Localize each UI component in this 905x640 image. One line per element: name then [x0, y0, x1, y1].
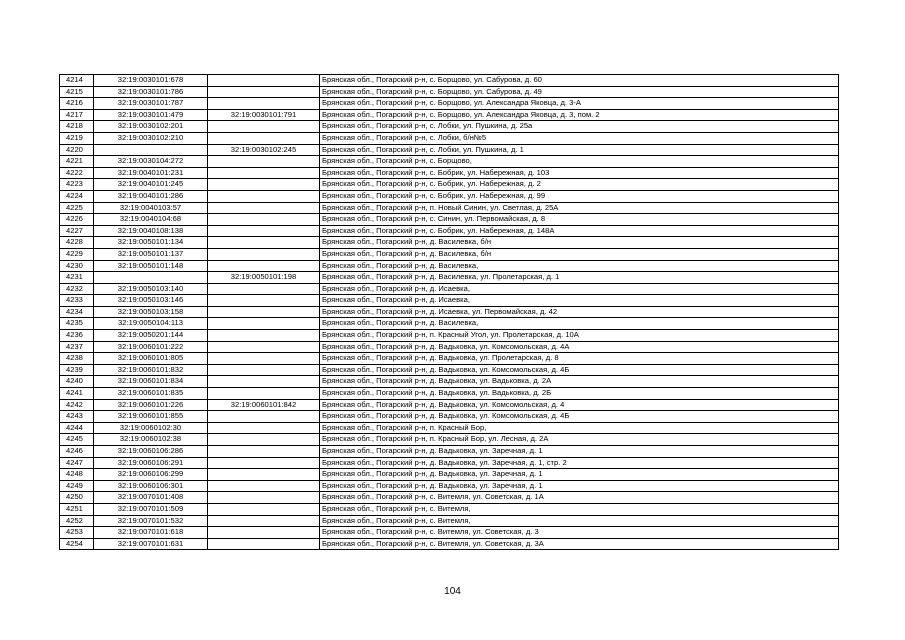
table-row — [60, 156, 839, 168]
address-cell: Брянская обл., Погарский р-н, с. Витемля, ул. Советская, д. 3 — [320, 527, 839, 539]
cadastral-number-cell: 32:19:0030101:678 — [94, 75, 208, 87]
table-row — [60, 121, 839, 133]
related-cadastral-number-cell — [208, 469, 320, 481]
related-cadastral-number-cell — [208, 457, 320, 469]
related-cadastral-number-cell — [208, 306, 320, 318]
address-cell: Брянская обл., Погарский р-н, с. Борщово, ул. Сабурова, д. 49 — [320, 86, 839, 98]
related-cadastral-number-cell — [208, 260, 320, 272]
cadastral-number-cell: 32:19:0040103:57 — [94, 202, 208, 214]
address-cell: Брянская обл., Погарский р-н, с. Бобрик, ул. Набережная, д. 148А — [320, 225, 839, 237]
related-cadastral-number-cell — [208, 480, 320, 492]
table-row — [60, 411, 839, 423]
row-number-cell: 4250 — [60, 492, 94, 504]
table-row — [60, 492, 839, 504]
related-cadastral-number-cell — [208, 167, 320, 179]
table-row — [60, 98, 839, 110]
cadastral-number-cell: 32:19:0050104:113 — [94, 318, 208, 330]
row-number-cell: 4229 — [60, 248, 94, 260]
table-row — [60, 237, 839, 249]
table-row — [60, 434, 839, 446]
related-cadastral-number-cell — [208, 376, 320, 388]
row-number-cell: 4240 — [60, 376, 94, 388]
related-cadastral-number-cell — [208, 364, 320, 376]
cadastral-number-cell: 32:19:0030104:272 — [94, 156, 208, 168]
row-number-cell: 4244 — [60, 422, 94, 434]
cadastral-number-cell: 32:19:0040101:231 — [94, 167, 208, 179]
related-cadastral-number-cell — [208, 411, 320, 423]
row-number-cell: 4249 — [60, 480, 94, 492]
cadastral-number-cell: 32:19:0060101:222 — [94, 341, 208, 353]
row-number-cell: 4251 — [60, 503, 94, 515]
related-cadastral-number-cell — [208, 341, 320, 353]
address-cell: Брянская обл., Погарский р-н, с. Лобки, б/н№5 — [320, 132, 839, 144]
table-row — [60, 330, 839, 342]
cadastral-number-cell: 32:19:0070101:618 — [94, 527, 208, 539]
address-cell: Брянская обл., Погарский р-н, с. Бобрик, ул. Набережная, д. 99 — [320, 190, 839, 202]
table-row — [60, 457, 839, 469]
row-number-cell: 4233 — [60, 295, 94, 307]
address-cell: Брянская обл., Погарский р-н, д. Василевка, ул. Пролетарская, д. 1 — [320, 272, 839, 284]
cadastral-number-cell: 32:19:0040104:68 — [94, 214, 208, 226]
cadastral-number-cell: 32:19:0060101:835 — [94, 388, 208, 400]
address-cell: Брянская обл., Погарский р-н, с. Борщово, ул. Александра Яковца, д. 3, пом. 2 — [320, 109, 839, 121]
table-row — [60, 538, 839, 550]
cadastral-number-cell: 32:19:0050101:148 — [94, 260, 208, 272]
row-number-cell: 4248 — [60, 469, 94, 481]
row-number-cell: 4254 — [60, 538, 94, 550]
cadastral-number-cell: 32:19:0040101:245 — [94, 179, 208, 191]
related-cadastral-number-cell — [208, 248, 320, 260]
cadastral-number-cell: 32:19:0050101:137 — [94, 248, 208, 260]
row-number-cell: 4222 — [60, 167, 94, 179]
address-cell: Брянская обл., Погарский р-н, п. Красный Бор, — [320, 422, 839, 434]
table-row — [60, 422, 839, 434]
address-cell: Брянская обл., Погарский р-н, д. Вадьковка, ул. Пролетарская, д. 8 — [320, 353, 839, 365]
related-cadastral-number-cell — [208, 156, 320, 168]
cadastral-number-cell: 32:19:0060101:226 — [94, 399, 208, 411]
address-cell: Брянская обл., Погарский р-н, д. Василевка, б/н — [320, 237, 839, 249]
table-row — [60, 446, 839, 458]
row-number-cell: 4218 — [60, 121, 94, 133]
cadastral-number-cell: 32:19:0050103:158 — [94, 306, 208, 318]
address-cell: Брянская обл., Погарский р-н, с. Борщово, ул. Александра Яковца, д. 3-А — [320, 98, 839, 110]
row-number-cell: 4253 — [60, 527, 94, 539]
table-row — [60, 515, 839, 527]
address-cell: Брянская обл., Погарский р-н, п. Красный Угол, ул. Пролетарская, д. 10А — [320, 330, 839, 342]
related-cadastral-number-cell — [208, 330, 320, 342]
row-number-cell: 4215 — [60, 86, 94, 98]
cadastral-number-cell: 32:19:0030101:479 — [94, 109, 208, 121]
cadastral-number-cell: 32:19:0050103:146 — [94, 295, 208, 307]
row-number-cell: 4227 — [60, 225, 94, 237]
cadastral-number-cell: 32:19:0030102:201 — [94, 121, 208, 133]
cadastral-number-cell: 32:19:0060106:291 — [94, 457, 208, 469]
row-number-cell: 4225 — [60, 202, 94, 214]
table-row — [60, 132, 839, 144]
cadastral-number-cell: 32:19:0050103:140 — [94, 283, 208, 295]
property-table — [59, 74, 839, 550]
row-number-cell: 4252 — [60, 515, 94, 527]
address-cell: Брянская обл., Погарский р-н, д. Василевка, б/н — [320, 248, 839, 260]
cadastral-number-cell: 32:19:0030102:210 — [94, 132, 208, 144]
related-cadastral-number-cell — [208, 353, 320, 365]
cadastral-number-cell — [94, 272, 208, 284]
table-row — [60, 179, 839, 191]
related-cadastral-number-cell — [208, 237, 320, 249]
address-cell: Брянская обл., Погарский р-н, д. Василевка, — [320, 260, 839, 272]
table-row — [60, 167, 839, 179]
cadastral-number-cell: 32:19:0060106:286 — [94, 446, 208, 458]
address-cell: Брянская обл., Погарский р-н, д. Вадьковка, ул. Заречная, д. 1 — [320, 446, 839, 458]
related-cadastral-number-cell — [208, 75, 320, 87]
address-cell: Брянская обл., Погарский р-н, д. Вадьковка, ул. Вадьковка, д. 2А — [320, 376, 839, 388]
table-row — [60, 480, 839, 492]
cadastral-number-cell: 32:19:0030101:787 — [94, 98, 208, 110]
table-row — [60, 248, 839, 260]
cadastral-number-cell: 32:19:0060101:832 — [94, 364, 208, 376]
table-row — [60, 75, 839, 87]
table-row — [60, 214, 839, 226]
related-cadastral-number-cell: 32:19:0060101:842 — [208, 399, 320, 411]
address-cell: Брянская обл., Погарский р-н, д. Вадьковка, ул. Комсомольская, д. 4Б — [320, 364, 839, 376]
related-cadastral-number-cell — [208, 492, 320, 504]
row-number-cell: 4246 — [60, 446, 94, 458]
address-cell: Брянская обл., Погарский р-н, д. Василевка, — [320, 318, 839, 330]
row-number-cell: 4231 — [60, 272, 94, 284]
address-cell: Брянская обл., Погарский р-н, д. Вадьковка, ул. Вадьковка, д. 2Б — [320, 388, 839, 400]
cadastral-number-cell: 32:19:0060101:834 — [94, 376, 208, 388]
row-number-cell: 4226 — [60, 214, 94, 226]
row-number-cell: 4220 — [60, 144, 94, 156]
address-cell: Брянская обл., Погарский р-н, д. Вадьковка, ул. Заречная, д. 1, стр. 2 — [320, 457, 839, 469]
row-number-cell: 4223 — [60, 179, 94, 191]
row-number-cell: 4221 — [60, 156, 94, 168]
address-cell: Брянская обл., Погарский р-н, с. Лобки, ул. Пушкина, д. 1 — [320, 144, 839, 156]
page-number: 104 — [444, 586, 461, 597]
related-cadastral-number-cell — [208, 388, 320, 400]
related-cadastral-number-cell — [208, 503, 320, 515]
address-cell: Брянская обл., Погарский р-н, д. Исаевка, ул. Первомайская, д. 42 — [320, 306, 839, 318]
related-cadastral-number-cell — [208, 446, 320, 458]
row-number-cell: 4232 — [60, 283, 94, 295]
row-number-cell: 4247 — [60, 457, 94, 469]
row-number-cell: 4214 — [60, 75, 94, 87]
row-number-cell: 4242 — [60, 399, 94, 411]
related-cadastral-number-cell — [208, 98, 320, 110]
table-row — [60, 190, 839, 202]
address-cell: Брянская обл., Погарский р-н, с. Витемля, ул. Советская, д. 1А — [320, 492, 839, 504]
related-cadastral-number-cell — [208, 190, 320, 202]
cadastral-number-cell: 32:19:0070101:532 — [94, 515, 208, 527]
related-cadastral-number-cell — [208, 434, 320, 446]
table-row — [60, 306, 839, 318]
row-number-cell: 4241 — [60, 388, 94, 400]
address-cell: Брянская обл., Погарский р-н, с. Синин, ул. Первомайская, д. 8 — [320, 214, 839, 226]
table-row — [60, 527, 839, 539]
table-row — [60, 283, 839, 295]
address-cell: Брянская обл., Погарский р-н, с. Борщово, — [320, 156, 839, 168]
row-number-cell: 4235 — [60, 318, 94, 330]
related-cadastral-number-cell — [208, 86, 320, 98]
related-cadastral-number-cell — [208, 538, 320, 550]
related-cadastral-number-cell — [208, 121, 320, 133]
cadastral-number-cell: 32:19:0060101:805 — [94, 353, 208, 365]
row-number-cell: 4245 — [60, 434, 94, 446]
address-cell: Брянская обл., Погарский р-н, с. Бобрик, ул. Набережная, д. 2 — [320, 179, 839, 191]
table-row — [60, 388, 839, 400]
cadastral-number-cell: 32:19:0070101:509 — [94, 503, 208, 515]
related-cadastral-number-cell — [208, 422, 320, 434]
cadastral-number-cell: 32:19:0040108:138 — [94, 225, 208, 237]
row-number-cell: 4237 — [60, 341, 94, 353]
address-cell: Брянская обл., Погарский р-н, п. Новый Синин, ул. Светлая, д. 25А — [320, 202, 839, 214]
address-cell: Брянская обл., Погарский р-н, д. Вадьковка, ул. Заречная, д. 1 — [320, 480, 839, 492]
row-number-cell: 4234 — [60, 306, 94, 318]
address-cell: Брянская обл., Погарский р-н, с. Борщово, ул. Сабурова, д. 60 — [320, 75, 839, 87]
table-row — [60, 86, 839, 98]
cadastral-number-cell: 32:19:0060102:30 — [94, 422, 208, 434]
table-row — [60, 295, 839, 307]
table-row — [60, 318, 839, 330]
cadastral-number-cell: 32:19:0060106:301 — [94, 480, 208, 492]
row-number-cell: 4217 — [60, 109, 94, 121]
address-cell: Брянская обл., Погарский р-н, д. Вадьковка, ул. Комсомольская, д. 4 — [320, 399, 839, 411]
row-number-cell: 4236 — [60, 330, 94, 342]
address-cell: Брянская обл., Погарский р-н, д. Вадьковка, ул. Комсомольская, д. 4А — [320, 341, 839, 353]
row-number-cell: 4219 — [60, 132, 94, 144]
table-row — [60, 469, 839, 481]
address-cell: Брянская обл., Погарский р-н, д. Исаевка, — [320, 283, 839, 295]
cadastral-number-cell: 32:19:0030101:786 — [94, 86, 208, 98]
related-cadastral-number-cell — [208, 214, 320, 226]
table-row — [60, 364, 839, 376]
cadastral-number-cell: 32:19:0050201:144 — [94, 330, 208, 342]
cadastral-number-cell: 32:19:0060102:38 — [94, 434, 208, 446]
table-row — [60, 260, 839, 272]
related-cadastral-number-cell: 32:19:0030101:791 — [208, 109, 320, 121]
cadastral-number-cell: 32:19:0070101:408 — [94, 492, 208, 504]
table-row — [60, 144, 839, 156]
related-cadastral-number-cell — [208, 225, 320, 237]
address-cell: Брянская обл., Погарский р-н, п. Красный Бор, ул. Лесная, д. 2А — [320, 434, 839, 446]
property-table-body — [60, 75, 839, 550]
table-row — [60, 376, 839, 388]
cadastral-number-cell: 32:19:0040101:286 — [94, 190, 208, 202]
row-number-cell: 4243 — [60, 411, 94, 423]
cadastral-number-cell: 32:19:0070101:631 — [94, 538, 208, 550]
related-cadastral-number-cell — [208, 283, 320, 295]
related-cadastral-number-cell: 32:19:0030102:245 — [208, 144, 320, 156]
table-row — [60, 353, 839, 365]
table-row — [60, 109, 839, 121]
address-cell: Брянская обл., Погарский р-н, с. Бобрик, ул. Набережная, д. 103 — [320, 167, 839, 179]
row-number-cell: 4238 — [60, 353, 94, 365]
table-row — [60, 503, 839, 515]
address-cell: Брянская обл., Погарский р-н, с. Витемля, — [320, 503, 839, 515]
related-cadastral-number-cell — [208, 527, 320, 539]
related-cadastral-number-cell: 32:19:0050101:198 — [208, 272, 320, 284]
address-cell: Брянская обл., Погарский р-н, д. Исаевка, — [320, 295, 839, 307]
table-row — [60, 272, 839, 284]
related-cadastral-number-cell — [208, 295, 320, 307]
related-cadastral-number-cell — [208, 515, 320, 527]
related-cadastral-number-cell — [208, 318, 320, 330]
address-cell: Брянская обл., Погарский р-н, с. Лобки, ул. Пушкина, д. 25а — [320, 121, 839, 133]
table-row — [60, 341, 839, 353]
cadastral-number-cell: 32:19:0050101:134 — [94, 237, 208, 249]
address-cell: Брянская обл., Погарский р-н, с. Витемля, ул. Советская, д. 3А — [320, 538, 839, 550]
table-row — [60, 225, 839, 237]
row-number-cell: 4216 — [60, 98, 94, 110]
cadastral-number-cell: 32:19:0060101:855 — [94, 411, 208, 423]
cadastral-number-cell: 32:19:0060106:299 — [94, 469, 208, 481]
address-cell: Брянская обл., Погарский р-н, с. Витемля, — [320, 515, 839, 527]
related-cadastral-number-cell — [208, 132, 320, 144]
address-cell: Брянская обл., Погарский р-н, д. Вадьковка, ул. Заречная, д. 1 — [320, 469, 839, 481]
row-number-cell: 4224 — [60, 190, 94, 202]
related-cadastral-number-cell — [208, 202, 320, 214]
row-number-cell: 4228 — [60, 237, 94, 249]
related-cadastral-number-cell — [208, 179, 320, 191]
cadastral-number-cell — [94, 144, 208, 156]
row-number-cell: 4230 — [60, 260, 94, 272]
table-row — [60, 399, 839, 411]
table-row — [60, 202, 839, 214]
row-number-cell: 4239 — [60, 364, 94, 376]
address-cell: Брянская обл., Погарский р-н, д. Вадьковка, ул. Комсомольская, д. 4Б — [320, 411, 839, 423]
